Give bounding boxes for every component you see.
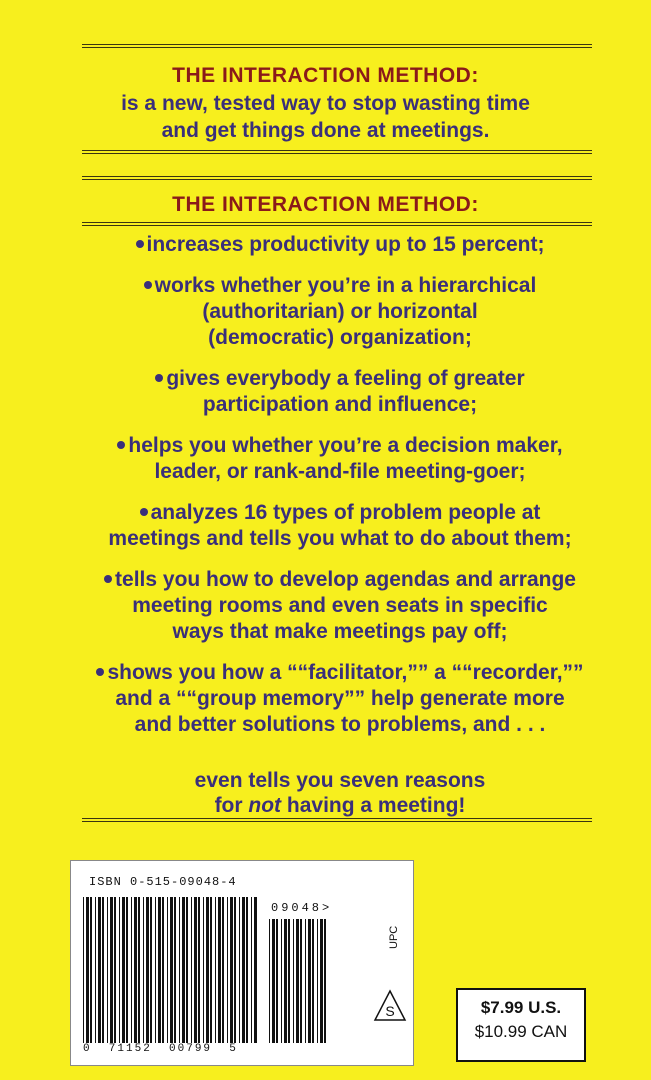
price-us: $7.99 U.S. (480, 998, 562, 1017)
barcode-bar (210, 897, 212, 1043)
barcode-bar (83, 897, 84, 1043)
intro-line: is a new, tested way to stop wasting time (121, 92, 530, 115)
barcode-bar (179, 897, 180, 1043)
list-item: analyzes 16 types of problem people at meetings and tells you what to do about them; (108, 501, 572, 550)
barcode-bar (90, 897, 92, 1043)
bullet-icon (155, 374, 163, 382)
barcode-panel (70, 860, 414, 1066)
barcode-bar (107, 897, 108, 1043)
section1-heading: THE INTERACTION METHOD: (172, 64, 479, 87)
barcode-bar (300, 919, 302, 1043)
closing-text: even tells you seven reasons for not having a meeting! (194, 769, 486, 817)
barcode-bar (143, 897, 144, 1043)
list-item: increases productivity up to 15 percent; (80, 232, 600, 258)
barcode-bar (119, 897, 120, 1043)
feature-list (80, 232, 600, 753)
divider-rule (82, 222, 592, 226)
bottom-rule (82, 818, 592, 822)
barcode-bar (324, 919, 326, 1043)
barcode-bar (146, 897, 149, 1043)
list-item: helps you whether you’re a decision maker, leader, or rank-and-file meeting-goer; (80, 433, 600, 485)
list-item: shows you how a ““facilitator,”” a ““recorder,”” and a ““group memory”” help generate more and better solutions to problems, and . . . (80, 660, 600, 738)
bullet-icon (144, 281, 152, 289)
addon-digits: 09048> (271, 901, 333, 915)
intro-line: and get things done at meetings. (161, 119, 490, 142)
barcode-digits: 0 71152 00799 5 (83, 1043, 238, 1055)
top-rule (82, 44, 592, 48)
divider-rule (82, 176, 592, 180)
barcode-bar (126, 897, 128, 1043)
barcode-bar (170, 897, 173, 1043)
barcode-bar (308, 919, 311, 1043)
barcode-bar (167, 897, 168, 1043)
barcode-bar (284, 919, 287, 1043)
barcode-bar (254, 897, 257, 1043)
bullet-icon (136, 240, 144, 248)
barcode-bar (158, 897, 161, 1043)
isbn-label: ISBN 0-515-09048-4 (89, 875, 237, 889)
barcode-bar (246, 897, 248, 1043)
barcode-bar (320, 919, 323, 1043)
upc-label: UPC (388, 925, 400, 949)
barcode-bar (276, 919, 278, 1043)
barcode-bar (251, 897, 252, 1043)
barcode-bar (150, 897, 152, 1043)
barcode-bar (138, 897, 140, 1043)
divider-rule (82, 150, 592, 154)
barcode-bar (206, 897, 209, 1043)
barcode-bar (162, 897, 164, 1043)
barcode-bar (186, 897, 188, 1043)
bullet-icon (117, 441, 125, 449)
s-symbol-letter: S (385, 1003, 395, 1019)
addon-barcode (269, 919, 329, 1043)
s-triangle-icon (373, 989, 407, 1023)
barcode-bar (134, 897, 137, 1043)
barcode-bar (296, 919, 299, 1043)
barcode-bar (110, 897, 113, 1043)
barcode-bar (182, 897, 185, 1043)
barcode-bar (288, 919, 290, 1043)
barcode-bar (191, 897, 192, 1043)
barcode-bar (95, 897, 96, 1043)
list-item: tells you how to develop agendas and arrange meeting rooms and even seats in specific ways that make meetings pay off; (80, 567, 600, 645)
barcode-bar (281, 919, 282, 1043)
barcode-bar (203, 897, 204, 1043)
barcode-bar (227, 897, 228, 1043)
barcode-bar (122, 897, 125, 1043)
barcode-bar (98, 897, 101, 1043)
price-can: $10.99 CAN (474, 1022, 568, 1041)
barcode-bar (131, 897, 132, 1043)
barcode-bar (222, 897, 224, 1043)
barcode-bar (293, 919, 294, 1043)
barcode-bar (305, 919, 306, 1043)
barcode-bar (269, 919, 270, 1043)
barcode-bar (114, 897, 116, 1043)
bullet-icon (140, 508, 148, 516)
bullet-icon (104, 575, 112, 583)
price-sticker (456, 988, 586, 1062)
upc-barcode (83, 897, 259, 1043)
bullet-icon (96, 668, 104, 676)
barcode-bar (215, 897, 216, 1043)
barcode-bar (218, 897, 221, 1043)
barcode-bar (242, 897, 245, 1043)
barcode-bar (102, 897, 104, 1043)
barcode-bar (317, 919, 318, 1043)
barcode-bar (194, 897, 197, 1043)
list-item: gives everybody a feeling of greater participation and influence; (80, 366, 600, 418)
barcode-bar (239, 897, 240, 1043)
barcode-bar (272, 919, 275, 1043)
section2-heading: THE INTERACTION METHOD: (172, 193, 479, 216)
barcode-bar (230, 897, 233, 1043)
list-item: works whether you’re in a hierarchical (authoritarian) or horizontal (democratic) organization; (80, 273, 600, 351)
barcode-bar (174, 897, 176, 1043)
section1-intro (0, 90, 651, 144)
barcode-bar (198, 897, 200, 1043)
barcode-bar (234, 897, 236, 1043)
barcode-bar (86, 897, 89, 1043)
barcode-bar (312, 919, 314, 1043)
barcode-bar (155, 897, 156, 1043)
